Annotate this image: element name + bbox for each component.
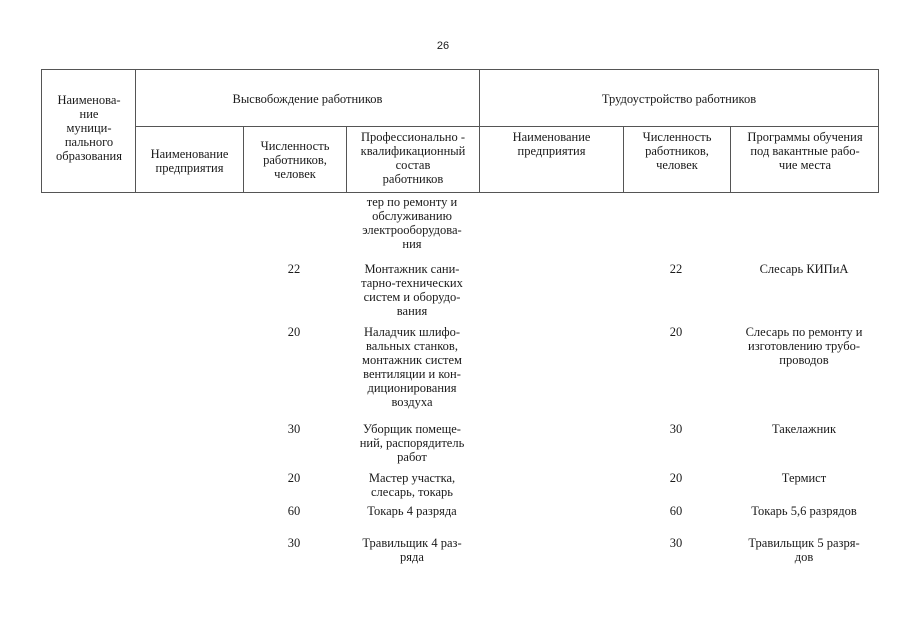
table-header xyxy=(41,69,879,193)
header-employ-programs: Программы обучения под вакантные рабо- чие места xyxy=(747,130,863,172)
released-count: 20 xyxy=(287,471,301,485)
qualification-text: тер по ремонту и обслуживанию электрооборудова- ния xyxy=(362,195,462,251)
qualification-text: Мастер участка, слесарь, токарь xyxy=(368,471,456,499)
header-release-qualification: Профессионально - квалификационный состав работников xyxy=(360,130,466,186)
employed-count: 60 xyxy=(669,504,683,518)
released-count: 30 xyxy=(287,422,301,436)
header-release-count: Численность работников, человек xyxy=(260,139,330,181)
released-count: 60 xyxy=(287,504,301,518)
training-program: Слесарь КИПиА xyxy=(759,262,849,276)
employed-count: 30 xyxy=(669,422,683,436)
training-program: Термист xyxy=(781,471,827,485)
divider xyxy=(135,126,879,127)
header-municipality: Наименова- ние муници- пального образования xyxy=(56,93,122,163)
training-program: Слесарь по ремонту и изготовлению трубо- проводов xyxy=(745,325,863,367)
qualification-text: Уборщик помеще- ний, распорядитель работ xyxy=(359,422,465,464)
employed-count: 30 xyxy=(669,536,683,550)
employed-count: 22 xyxy=(669,262,683,276)
training-program: Такелажник xyxy=(771,422,837,436)
qualification-text: Токарь 4 разряда xyxy=(367,504,457,518)
released-count: 30 xyxy=(287,536,301,550)
qualification-text: Травильщик 4 раз- ряда xyxy=(362,536,462,564)
header-release-enterprise: Наименование предприятия xyxy=(150,147,229,175)
header-employ-count: Численность работников, человек xyxy=(642,130,712,172)
employed-count: 20 xyxy=(669,471,683,485)
released-count: 20 xyxy=(287,325,301,339)
header-employ-enterprise: Наименование предприятия xyxy=(512,130,591,158)
page-number: 26 xyxy=(436,40,450,52)
training-program: Травильщик 5 разря- дов xyxy=(748,536,860,564)
released-count: 22 xyxy=(287,262,301,276)
training-program: Токарь 5,6 разрядов xyxy=(751,504,857,518)
employed-count: 20 xyxy=(669,325,683,339)
qualification-text: Наладчик шлифо- вальных станков, монтажник систем вентиляции и кон- диционирования воздуха xyxy=(362,325,462,409)
header-group-employment: Трудоустройство работников xyxy=(601,92,757,106)
header-group-release: Высвобождение работников xyxy=(232,92,383,106)
qualification-text: Монтажник сани- тарно-технических систем и оборудо- вания xyxy=(361,262,463,318)
